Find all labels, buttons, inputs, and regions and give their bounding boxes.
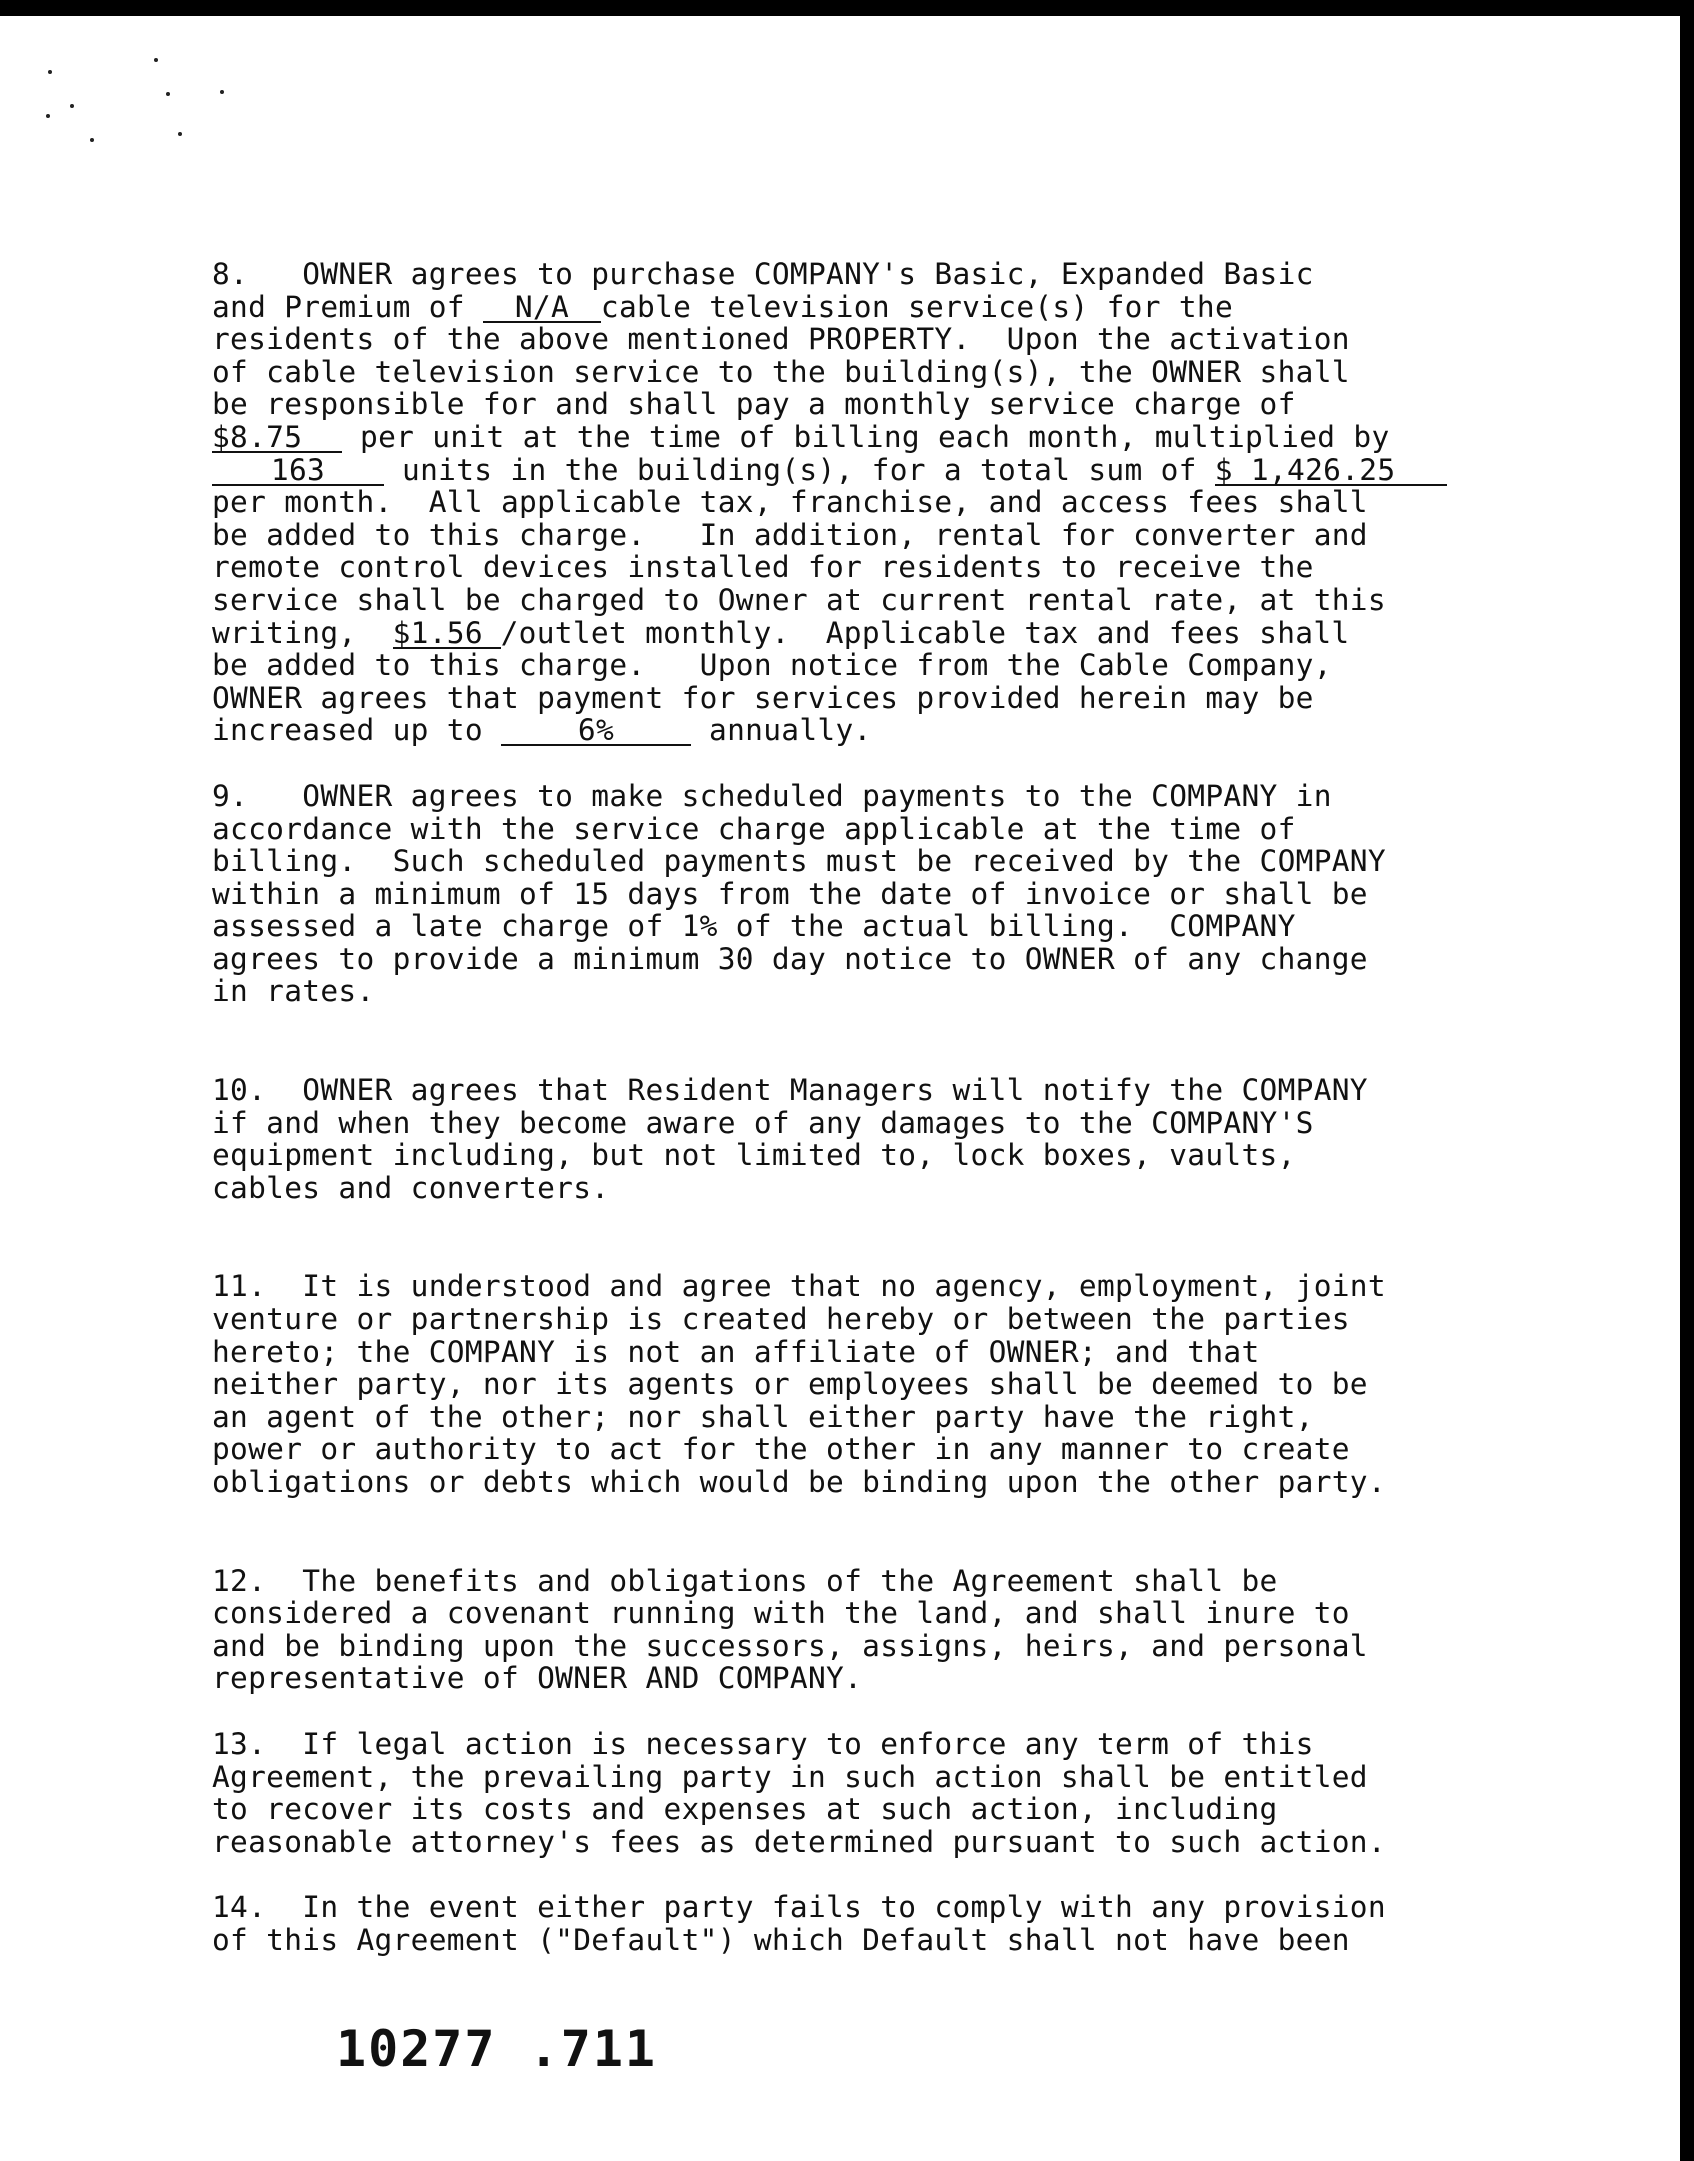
contract-page	[212, 258, 1502, 1957]
clause-9	[212, 780, 1502, 1008]
fill-in-service-level: N/A	[483, 293, 601, 323]
text-line: increased up to	[212, 713, 501, 748]
fill-in-unit-count: 163	[212, 456, 384, 486]
text-line: be added to this charge. Upon notice from the Cable Company,	[212, 648, 1332, 683]
scan-speck	[90, 138, 94, 142]
text-line: residents of the above mentioned PROPERTY. Upon the activation	[212, 322, 1350, 357]
scan-speck	[48, 70, 52, 74]
text-line: 14. In the event either party fails to comply with any provision	[212, 1890, 1386, 1925]
text-line: cables and converters.	[212, 1170, 610, 1205]
scan-speck	[154, 58, 158, 62]
text-line: /outlet monthly. Applicable tax and fees shall	[500, 615, 1350, 650]
scan-border-top	[0, 0, 1694, 16]
text-line: within a minimum of 15 days from the date of invoice or shall be	[212, 876, 1368, 911]
text-line: be responsible for and shall pay a monthly service charge of	[212, 387, 1296, 422]
text-line: cable television service(s) for the	[600, 289, 1234, 324]
clause-10	[212, 1074, 1502, 1204]
text-line: Agreement, the prevailing party in such action shall be entitled	[212, 1759, 1368, 1794]
text-line: neither party, nor its agents or employees shall be deemed to be	[212, 1367, 1368, 1402]
text-line: per unit at the time of billing each month, multiplied by	[342, 419, 1390, 454]
text-line: agrees to provide a minimum 30 day notice to OWNER of any change	[212, 941, 1368, 976]
text-line: 12. The benefits and obligations of the Agreement shall be	[212, 1563, 1278, 1598]
text-line: accordance with the service charge applicable at the time of	[212, 811, 1296, 846]
text-line: 10. OWNER agrees that Resident Managers will notify the COMPANY	[212, 1073, 1368, 1108]
text-line: considered a covenant running with the land, and shall inure to	[212, 1596, 1350, 1631]
text-line: 11. It is understood and agree that no agency, employment, joint	[212, 1269, 1386, 1304]
text-line: in rates.	[212, 974, 375, 1009]
scan-speck	[70, 104, 74, 108]
text-line: power or authority to act for the other in any manner to create	[212, 1432, 1350, 1467]
scan-speck	[178, 132, 182, 136]
fill-in-unit-charge: $8.75	[212, 423, 342, 453]
text-line: OWNER agrees that payment for services provided herein may be	[212, 680, 1314, 715]
text-line: representative of OWNER AND COMPANY.	[212, 1661, 863, 1696]
fill-in-outlet-rate: $1.56	[393, 619, 501, 649]
text-line: to recover its costs and expenses at such action, including	[212, 1792, 1278, 1827]
text-line: an agent of the other; nor shall either party have the right,	[212, 1399, 1314, 1434]
text-line: billing. Such scheduled payments must be received by the COMPANY	[212, 844, 1386, 879]
clause-14	[212, 1891, 1502, 1956]
text-line: equipment including, but not limited to, lock boxes, vaults,	[212, 1138, 1296, 1173]
text-line: and Premium of	[212, 289, 483, 324]
scan-border-right	[1680, 0, 1694, 2161]
text-line: be added to this charge. In addition, rental for converter and	[212, 517, 1368, 552]
text-line: and be binding upon the successors, assigns, heirs, and personal	[212, 1628, 1368, 1663]
scan-speck	[166, 92, 170, 96]
scan-speck	[220, 90, 224, 94]
clause-11	[212, 1270, 1502, 1498]
clause-8	[212, 258, 1502, 747]
text-line: writing,	[212, 615, 393, 650]
text-line: 9. OWNER agrees to make scheduled payments to the COMPANY in	[212, 778, 1332, 813]
text-line: if and when they become aware of any damages to the COMPANY'S	[212, 1105, 1314, 1140]
text-line: hereto; the COMPANY is not an affiliate of OWNER; and that	[212, 1334, 1260, 1369]
scan-speck	[46, 114, 50, 118]
clause-13	[212, 1728, 1502, 1858]
text-line: venture or partnership is created hereby or between the parties	[212, 1302, 1350, 1337]
clause-12	[212, 1565, 1502, 1695]
text-line: of this Agreement ("Default") which Default shall not have been	[212, 1922, 1350, 1957]
text-line: reasonable attorney's fees as determined pursuant to such action.	[212, 1824, 1386, 1859]
text-line: per month. All applicable tax, franchise, and access fees shall	[212, 485, 1368, 520]
text-line: remote control devices installed for residents to receive the	[212, 550, 1314, 585]
text-line: service shall be charged to Owner at current rental rate, at this	[212, 582, 1386, 617]
fill-in-increase-rate: 6%	[501, 716, 691, 746]
text-line: units in the building(s), for a total sum of	[384, 452, 1215, 487]
text-line: 8. OWNER agrees to purchase COMPANY's Basic, Expanded Basic	[212, 257, 1314, 291]
text-line: assessed a late charge of 1% of the actual billing. COMPANY	[212, 909, 1296, 944]
text-line: of cable television service to the building(s), the OWNER shall	[212, 354, 1350, 389]
text-line: obligations or debts which would be binding upon the other party.	[212, 1465, 1386, 1499]
document-control-number: 10277 .711	[336, 2020, 658, 2078]
scan-specks	[30, 40, 250, 160]
text-line: annually.	[690, 713, 872, 748]
fill-in-total-sum: $ 1,426.25	[1215, 456, 1447, 486]
text-line: 13. If legal action is necessary to enforce any term of this	[212, 1726, 1314, 1761]
